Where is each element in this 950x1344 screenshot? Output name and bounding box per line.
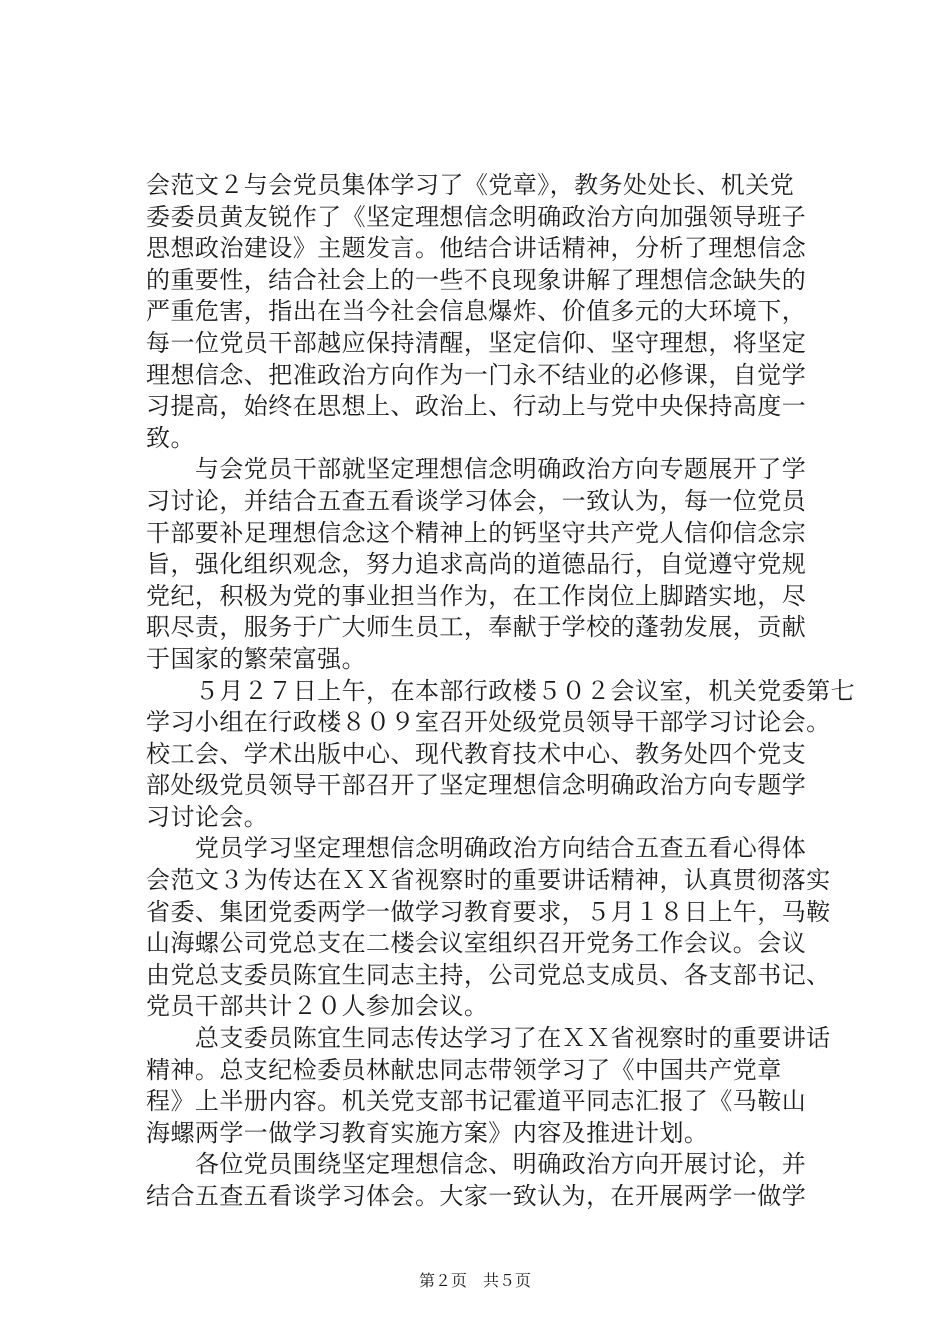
body-line: 习提高，始终在思想上、政治上、行动上与党中央保持高度一	[146, 392, 807, 421]
document-body	[146, 170, 856, 1213]
body-line: 于国家的繁荣富强。	[146, 644, 367, 673]
body-line: 省委、集团党委两学一做学习教育要求，５月１８日上午，马鞍	[146, 897, 831, 926]
body-line: ５月２７日上午，在本部行政楼５０２会议室，机关党委第七	[146, 676, 856, 705]
body-line: 程》上半册内容。机关党支部书记霍道平同志汇报了《马鞍山	[146, 1087, 807, 1116]
body-line: 党员干部共计２０人参加会议。	[146, 992, 489, 1021]
body-line: 结合五查五看谈学习体会。大家一致认为，在开展两学一做学	[146, 1182, 807, 1210]
body-line: 山海螺公司党总支在二楼会议室组织召开党务工作会议。会议	[146, 929, 807, 958]
body-line: 学习小组在行政楼８０９室召开处级党员领导干部学习讨论会。	[146, 708, 831, 737]
body-line: 校工会、学术出版中心、现代教育技术中心、教务处四个党支	[146, 739, 807, 768]
body-line: 致。	[146, 423, 195, 452]
body-line: 习讨论会。	[146, 802, 269, 831]
body-line: 总支委员陈宜生同志传达学习了在ＸＸ省视察时的重要讲话	[146, 1024, 831, 1053]
body-line: 会范文２与会党员集体学习了《党章》，教务处处长、机关党	[146, 171, 795, 199]
body-line: 干部要补足理想信念这个精神上的钙坚守共产党人信仰信念宗	[146, 518, 807, 547]
body-line: 的重要性，结合社会上的一些不良现象讲解了理想信念缺失的	[146, 265, 807, 294]
body-line: 党纪，积极为党的事业担当作为，在工作岗位上脚踏实地，尽	[146, 581, 807, 610]
body-line: 党员学习坚定理想信念明确政治方向结合五查五看心得体	[146, 834, 807, 863]
body-line: 各位党员围绕坚定理想信念、明确政治方向开展讨论，并	[146, 1150, 807, 1179]
body-line: 职尽责，服务于广大师生员工，奉献于学校的蓬勃发展，贡献	[146, 613, 807, 642]
body-line: 与会党员干部就坚定理想信念明确政治方向专题展开了学	[146, 455, 807, 484]
body-line: 由党总支委员陈宜生同志主持，公司党总支成员、各支部书记、	[146, 960, 831, 989]
body-line: 理想信念、把准政治方向作为一门永不结业的必修课，自觉学	[146, 360, 807, 389]
body-line: 海螺两学一做学习教育实施方案》内容及推进计划。	[146, 1118, 709, 1147]
body-line: 委委员黄友锐作了《坚定理想信念明确政治方向加强领导班子	[146, 202, 807, 231]
body-line: 部处级党员领导干部召开了坚定理想信念明确政治方向专题学	[146, 771, 807, 800]
body-line: 精神。总支纪检委员林献忠同志带领学习了《中国共产党章	[146, 1055, 782, 1084]
body-line: 旨，强化组织观念，努力追求高尚的道德品行，自觉遵守党规	[146, 550, 807, 579]
body-line: 每一位党员干部越应保持清醒，坚定信仰、坚守理想，将坚定	[146, 328, 807, 357]
page-number-footer: 第２页 共５页	[418, 1271, 531, 1290]
body-line: 严重危害，指出在当今社会信息爆炸、价值多元的大环境下，	[146, 297, 807, 326]
body-line: 会范文３为传达在ＸＸ省视察时的重要讲话精神，认真贯彻落实	[146, 866, 831, 895]
body-line: 思想政治建设》主题发言。他结合讲话精神，分析了理想信念	[146, 234, 807, 263]
body-line: 习讨论，并结合五查五看谈学习体会，一致认为，每一位党员	[146, 486, 807, 515]
